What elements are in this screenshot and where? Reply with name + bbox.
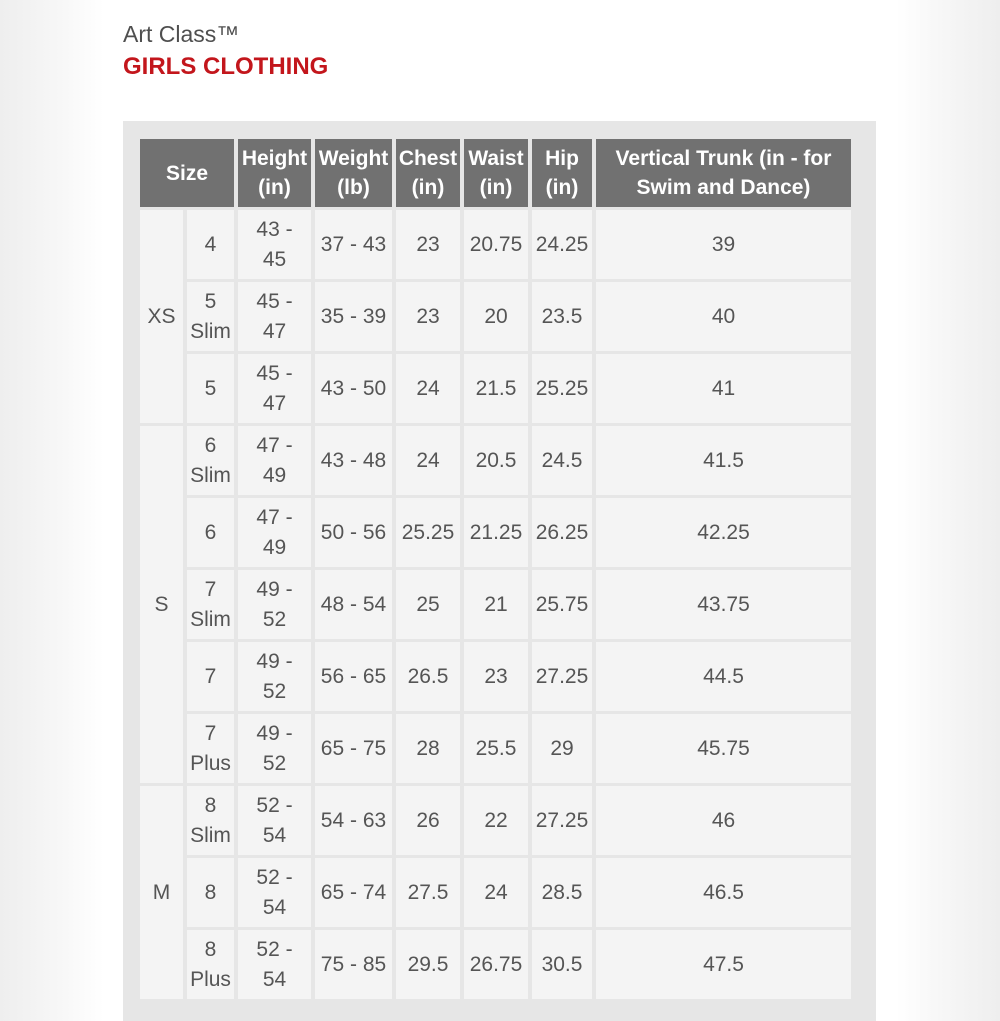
- size-cell-line: 7: [204, 721, 217, 745]
- height-cell-line: 47: [262, 391, 287, 415]
- size-cell: [187, 426, 234, 495]
- header-waist: Waist (in): [464, 139, 528, 207]
- weight-cell: 65 - 75: [315, 714, 392, 783]
- weight-cell: 43 - 50: [315, 354, 392, 423]
- height-cell-line: 52 -: [256, 865, 293, 889]
- height-cell-line: 54: [262, 823, 287, 847]
- chest-cell: 28: [396, 714, 460, 783]
- height-cell: [238, 282, 311, 351]
- trunk-cell: 44.5: [596, 642, 851, 711]
- waist-cell: 22: [464, 786, 528, 855]
- trunk-cell: 41: [596, 354, 851, 423]
- size-cell: [187, 714, 234, 783]
- height-cell-line: 45: [262, 247, 287, 271]
- chest-cell: 25: [396, 570, 460, 639]
- size-cell: [187, 282, 234, 351]
- height-cell-line: 52 -: [256, 793, 293, 817]
- height-cell-line: 49: [262, 535, 287, 559]
- table-row: [140, 786, 851, 855]
- table-row: [140, 930, 851, 999]
- size-cell-line: Slim: [190, 463, 231, 487]
- height-cell: [238, 426, 311, 495]
- size-group-cell: XS: [140, 210, 183, 423]
- size-cell-line: 8: [204, 793, 217, 817]
- hip-cell: 25.25: [532, 354, 592, 423]
- chest-cell: 26.5: [396, 642, 460, 711]
- weight-cell: 65 - 74: [315, 858, 392, 927]
- chest-cell: 23: [396, 210, 460, 279]
- hip-cell: 24.5: [532, 426, 592, 495]
- size-chart-table: [136, 136, 855, 1002]
- height-cell-line: 49 -: [256, 577, 293, 601]
- waist-cell: 26.75: [464, 930, 528, 999]
- size-cell-line: Slim: [190, 319, 231, 343]
- trunk-cell: 39: [596, 210, 851, 279]
- table-row: [140, 714, 851, 783]
- table-row: [140, 426, 851, 495]
- trunk-cell: 47.5: [596, 930, 851, 999]
- size-cell-line: 7: [204, 577, 217, 601]
- size-cell-line: 5: [204, 376, 217, 400]
- height-cell-line: 52: [262, 751, 287, 775]
- hip-cell: 29: [532, 714, 592, 783]
- weight-cell: 43 - 48: [315, 426, 392, 495]
- hip-cell: 30.5: [532, 930, 592, 999]
- hip-cell: 27.25: [532, 642, 592, 711]
- height-cell-line: 47 -: [256, 433, 293, 457]
- table-row: [140, 498, 851, 567]
- size-cell: [187, 642, 234, 711]
- size-cell-line: 6: [204, 520, 217, 544]
- height-cell: [238, 210, 311, 279]
- size-cell: [187, 786, 234, 855]
- size-cell-line: Slim: [190, 607, 231, 631]
- header-chest: Chest (in): [396, 139, 460, 207]
- table-row: [140, 282, 851, 351]
- size-cell-line: 8: [204, 937, 217, 961]
- height-cell-line: 45 -: [256, 289, 293, 313]
- header-weight: Weight (lb): [315, 139, 392, 207]
- waist-cell: 24: [464, 858, 528, 927]
- height-cell: [238, 714, 311, 783]
- trunk-cell: 45.75: [596, 714, 851, 783]
- hip-cell: 23.5: [532, 282, 592, 351]
- table-row: [140, 210, 851, 279]
- waist-cell: 20: [464, 282, 528, 351]
- trunk-cell: 43.75: [596, 570, 851, 639]
- weight-cell: 56 - 65: [315, 642, 392, 711]
- waist-cell: 21.25: [464, 498, 528, 567]
- height-cell-line: 47: [262, 319, 287, 343]
- table-row: [140, 354, 851, 423]
- header-height: Height (in): [238, 139, 311, 207]
- trunk-cell: 46.5: [596, 858, 851, 927]
- size-group-cell: M: [140, 786, 183, 999]
- size-cell-line: 5: [204, 289, 217, 313]
- hip-cell: 26.25: [532, 498, 592, 567]
- weight-cell: 50 - 56: [315, 498, 392, 567]
- height-cell: [238, 642, 311, 711]
- chest-cell: 27.5: [396, 858, 460, 927]
- height-cell-line: 52: [262, 607, 287, 631]
- weight-cell: 75 - 85: [315, 930, 392, 999]
- trunk-cell: 42.25: [596, 498, 851, 567]
- header-vertical-trunk: Vertical Trunk (in - for Swim and Dance): [596, 139, 851, 207]
- table-row: [140, 642, 851, 711]
- height-cell-line: 49 -: [256, 721, 293, 745]
- size-chart-panel: [123, 121, 876, 1021]
- weight-cell: 37 - 43: [315, 210, 392, 279]
- size-cell-line: 6: [204, 433, 217, 457]
- height-cell: [238, 498, 311, 567]
- hip-cell: 27.25: [532, 786, 592, 855]
- hip-cell: 28.5: [532, 858, 592, 927]
- height-cell: [238, 858, 311, 927]
- size-cell: [187, 858, 234, 927]
- hip-cell: 24.25: [532, 210, 592, 279]
- weight-cell: 48 - 54: [315, 570, 392, 639]
- trunk-cell: 41.5: [596, 426, 851, 495]
- weight-cell: 54 - 63: [315, 786, 392, 855]
- weight-cell: 35 - 39: [315, 282, 392, 351]
- height-cell-line: 52: [262, 679, 287, 703]
- size-cell: [187, 570, 234, 639]
- page: [104, 0, 896, 1000]
- size-cell-line: Slim: [190, 823, 231, 847]
- height-cell: [238, 930, 311, 999]
- waist-cell: 25.5: [464, 714, 528, 783]
- size-cell: [187, 930, 234, 999]
- height-cell-line: 47 -: [256, 505, 293, 529]
- table-row: [140, 858, 851, 927]
- waist-cell: 20.75: [464, 210, 528, 279]
- waist-cell: 21.5: [464, 354, 528, 423]
- size-cell: [187, 498, 234, 567]
- height-cell-line: 54: [262, 895, 287, 919]
- header-size: Size: [140, 139, 234, 207]
- chest-cell: 29.5: [396, 930, 460, 999]
- waist-cell: 21: [464, 570, 528, 639]
- header-hip: Hip (in): [532, 139, 592, 207]
- header-row: [140, 139, 851, 207]
- trunk-cell: 46: [596, 786, 851, 855]
- size-cell: [187, 210, 234, 279]
- height-cell: [238, 786, 311, 855]
- chest-cell: 23: [396, 282, 460, 351]
- height-cell-line: 43 -: [256, 217, 293, 241]
- size-cell: [187, 354, 234, 423]
- height-cell-line: 52 -: [256, 937, 293, 961]
- brand-name: Art Class™: [123, 21, 240, 47]
- size-group-cell: S: [140, 426, 183, 783]
- chest-cell: 25.25: [396, 498, 460, 567]
- size-cell-line: Plus: [190, 967, 231, 991]
- size-cell-line: 7: [204, 664, 217, 688]
- chest-cell: 24: [396, 354, 460, 423]
- trunk-cell: 40: [596, 282, 851, 351]
- height-cell-line: 49 -: [256, 649, 293, 673]
- height-cell-line: 45 -: [256, 361, 293, 385]
- table-row: [140, 570, 851, 639]
- height-cell: [238, 570, 311, 639]
- hip-cell: 25.75: [532, 570, 592, 639]
- size-chart-body: [140, 210, 851, 999]
- waist-cell: 23: [464, 642, 528, 711]
- height-cell-line: 49: [262, 463, 287, 487]
- page-title: GIRLS CLOTHING: [123, 53, 329, 80]
- size-cell-line: 8: [204, 880, 217, 904]
- height-cell-line: 54: [262, 967, 287, 991]
- chest-cell: 26: [396, 786, 460, 855]
- size-cell-line: 4: [204, 232, 217, 256]
- height-cell: [238, 354, 311, 423]
- chest-cell: 24: [396, 426, 460, 495]
- size-cell-line: Plus: [190, 751, 231, 775]
- waist-cell: 20.5: [464, 426, 528, 495]
